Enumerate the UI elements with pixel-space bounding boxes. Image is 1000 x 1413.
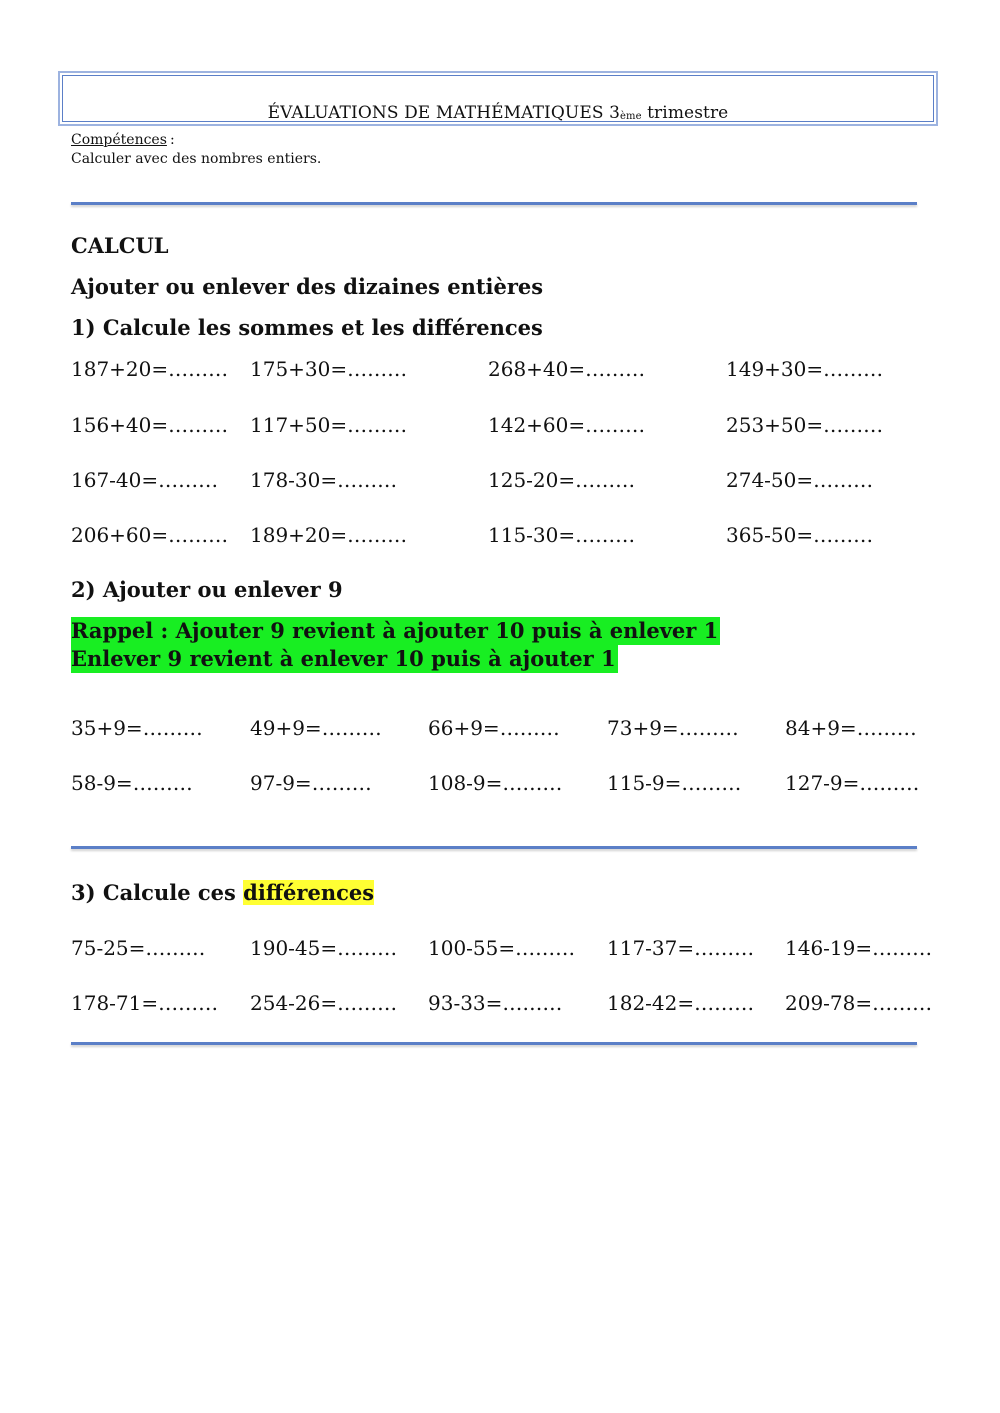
operation: 146-19=……… — [785, 936, 933, 960]
operation: 209-78=……… — [785, 991, 933, 1015]
operation: 190-45=……… — [250, 936, 398, 960]
title-main: ÉVALUATIONS DE MATHÉMATIQUES 3 — [267, 103, 620, 123]
operation: 253+50=……… — [726, 413, 884, 437]
exercise2-heading: 2) Ajouter ou enlever 9 — [71, 577, 343, 602]
operation: 182-42=……… — [607, 991, 755, 1015]
operation: 115-9=……… — [607, 771, 742, 795]
title-superscript: ème — [620, 111, 642, 122]
divider-rule — [71, 846, 917, 849]
operation: 268+40=……… — [488, 357, 646, 381]
divider-rule — [71, 1042, 917, 1045]
operation: 125-20=……… — [488, 468, 636, 492]
competences-label: Compétences — [71, 132, 167, 148]
operation: 187+20=……… — [71, 357, 229, 381]
operation: 73+9=……… — [607, 716, 739, 740]
operation: 117-37=……… — [607, 936, 755, 960]
competences-text: Calculer avec des nombres entiers. — [71, 151, 322, 167]
operation: 365-50=……… — [726, 523, 874, 547]
operation: 35+9=……… — [71, 716, 203, 740]
operation: 206+60=……… — [71, 523, 229, 547]
operation: 58-9=……… — [71, 771, 193, 795]
operation: 167-40=……… — [71, 468, 219, 492]
operation: 108-9=……… — [428, 771, 563, 795]
page-title — [60, 103, 936, 123]
operation: 97-9=……… — [250, 771, 372, 795]
operation: 178-71=……… — [71, 991, 219, 1015]
operation: 117+50=……… — [250, 413, 408, 437]
title-box — [58, 71, 938, 126]
section-subheading: Ajouter ou enlever des dizaines entières — [71, 274, 544, 299]
operation: 100-55=……… — [428, 936, 576, 960]
divider-rule — [71, 202, 917, 205]
operation: 84+9=……… — [785, 716, 917, 740]
operation: 254-26=……… — [250, 991, 398, 1015]
operation: 189+20=……… — [250, 523, 408, 547]
operation: 156+40=……… — [71, 413, 229, 437]
exercise3-heading — [71, 880, 374, 905]
operation: 149+30=……… — [726, 357, 884, 381]
title-suffix: trimestre — [641, 103, 729, 123]
operation: 175+30=……… — [250, 357, 408, 381]
operation: 66+9=……… — [428, 716, 560, 740]
operation: 142+60=……… — [488, 413, 646, 437]
exercise1-heading: 1) Calcule les sommes et les différences — [71, 315, 543, 340]
section-heading-calcul: CALCUL — [71, 233, 169, 258]
competences-colon: : — [170, 132, 175, 148]
operation: 178-30=……… — [250, 468, 398, 492]
operation: 274-50=……… — [726, 468, 874, 492]
rappel-line-1: Rappel : Ajouter 9 revient à ajouter 10 puis à enlever 1 — [71, 618, 719, 643]
exercise3-heading-text: 3) Calcule ces — [71, 880, 244, 905]
operation: 49+9=……… — [250, 716, 382, 740]
operation: 75-25=……… — [71, 936, 206, 960]
operation: 127-9=……… — [785, 771, 920, 795]
operation: 115-30=……… — [488, 523, 636, 547]
operation: 93-33=……… — [428, 991, 563, 1015]
rappel-line-2: Enlever 9 revient à enlever 10 puis à ajouter 1 — [71, 646, 616, 671]
exercise3-heading-highlight: différences — [243, 880, 375, 905]
